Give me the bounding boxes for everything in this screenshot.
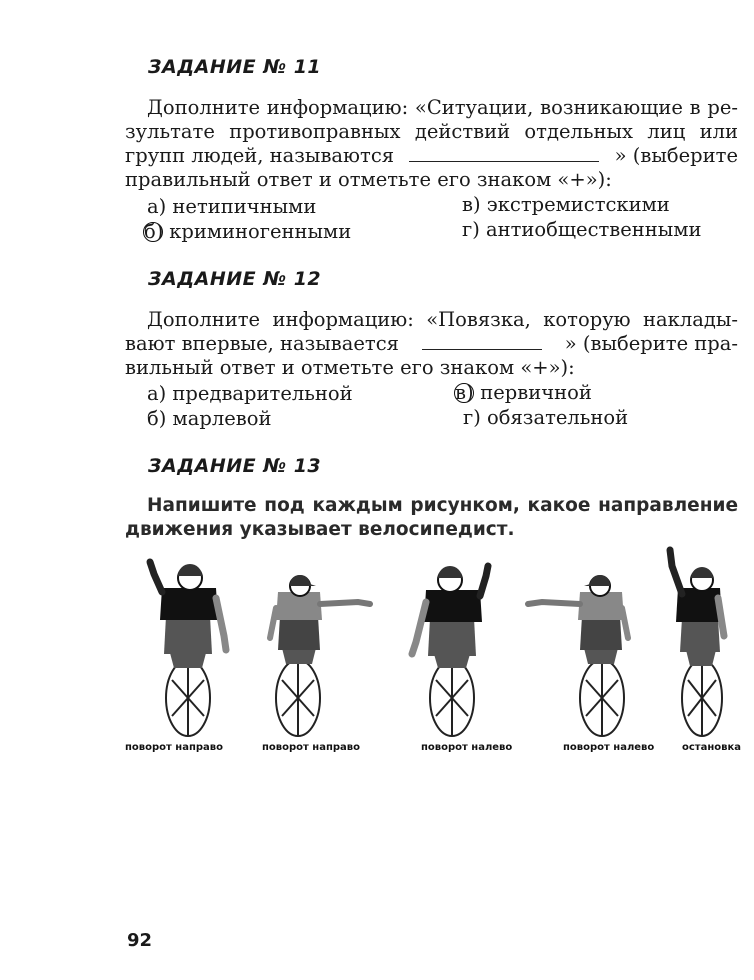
cyclist-illustration-5 [652, 546, 732, 740]
task-12-line-2 [125, 332, 738, 356]
task-11-line-4: правильный ответ и отметьте его знаком «+»): [125, 168, 612, 191]
task-12-line-2-end: » (выберите пра- [564, 332, 738, 355]
option-11-b[interactable] [144, 220, 352, 243]
task-12-line-3: вильный ответ и отметьте его знаком «+»): [125, 356, 575, 379]
caption-3: поворот налево [421, 742, 513, 753]
task-11-line-3-end: » (выберите [614, 144, 738, 167]
caption-1: поворот направо [125, 742, 223, 753]
task-11-line-3 [125, 144, 738, 168]
caption-4: поворот налево [563, 742, 655, 753]
cyclist-illustration-3 [402, 562, 512, 740]
task-11-line-2: зультате противоправных действий отдельных лиц или [125, 120, 738, 143]
option-12-b[interactable]: б) марлевой [147, 407, 272, 430]
task-12-heading: ЗАДАНИЕ № 12 [148, 268, 322, 290]
task-12-line-2-start: вают впервые, называется [125, 332, 399, 355]
task-13-heading: ЗАДАНИЕ № 13 [148, 455, 322, 477]
task-12-text [125, 308, 738, 380]
option-11-v[interactable]: в) экстремистскими [462, 193, 670, 216]
caption-2: поворот направо [262, 742, 360, 753]
task-11-line-1: Дополните информацию: «Ситуации, возникающие в ре- [147, 96, 738, 119]
option-12-v-label: первичной [480, 381, 592, 404]
option-11-b-label: криминогенными [169, 220, 352, 243]
cyclist-illustration-2 [262, 578, 382, 740]
task-13-line-2: движения указывает велосипедист. [125, 519, 515, 540]
option-12-g[interactable]: г) обязательной [463, 406, 629, 429]
option-11-g[interactable]: г) антиобщественными [462, 218, 702, 241]
task-11-heading: ЗАДАНИЕ № 11 [148, 56, 322, 78]
answer-blank-11[interactable] [409, 144, 599, 162]
option-12-v-circled-marker: в) [455, 381, 474, 404]
answer-blank-12[interactable] [422, 332, 542, 350]
cyclist-illustration-4 [522, 578, 638, 740]
cyclist-illustration-1 [130, 558, 240, 740]
task-13-text [125, 494, 738, 542]
task-12-line-1: Дополните информацию: «Повязка, которую наклады- [147, 308, 738, 331]
task-13-line-1: Напишите под каждым рисунком, какое направление [147, 495, 738, 516]
option-12-v[interactable] [455, 381, 592, 404]
option-11-a[interactable]: а) нетипичными [147, 195, 317, 218]
task-11-line-3-start: групп людей, называются [125, 144, 395, 167]
task-11-text [125, 96, 738, 192]
option-12-a[interactable]: а) предварительной [147, 382, 353, 405]
page-number: 92 [127, 930, 153, 951]
caption-5: остановка [682, 742, 741, 753]
option-11-b-circled-marker: б) [144, 220, 164, 243]
